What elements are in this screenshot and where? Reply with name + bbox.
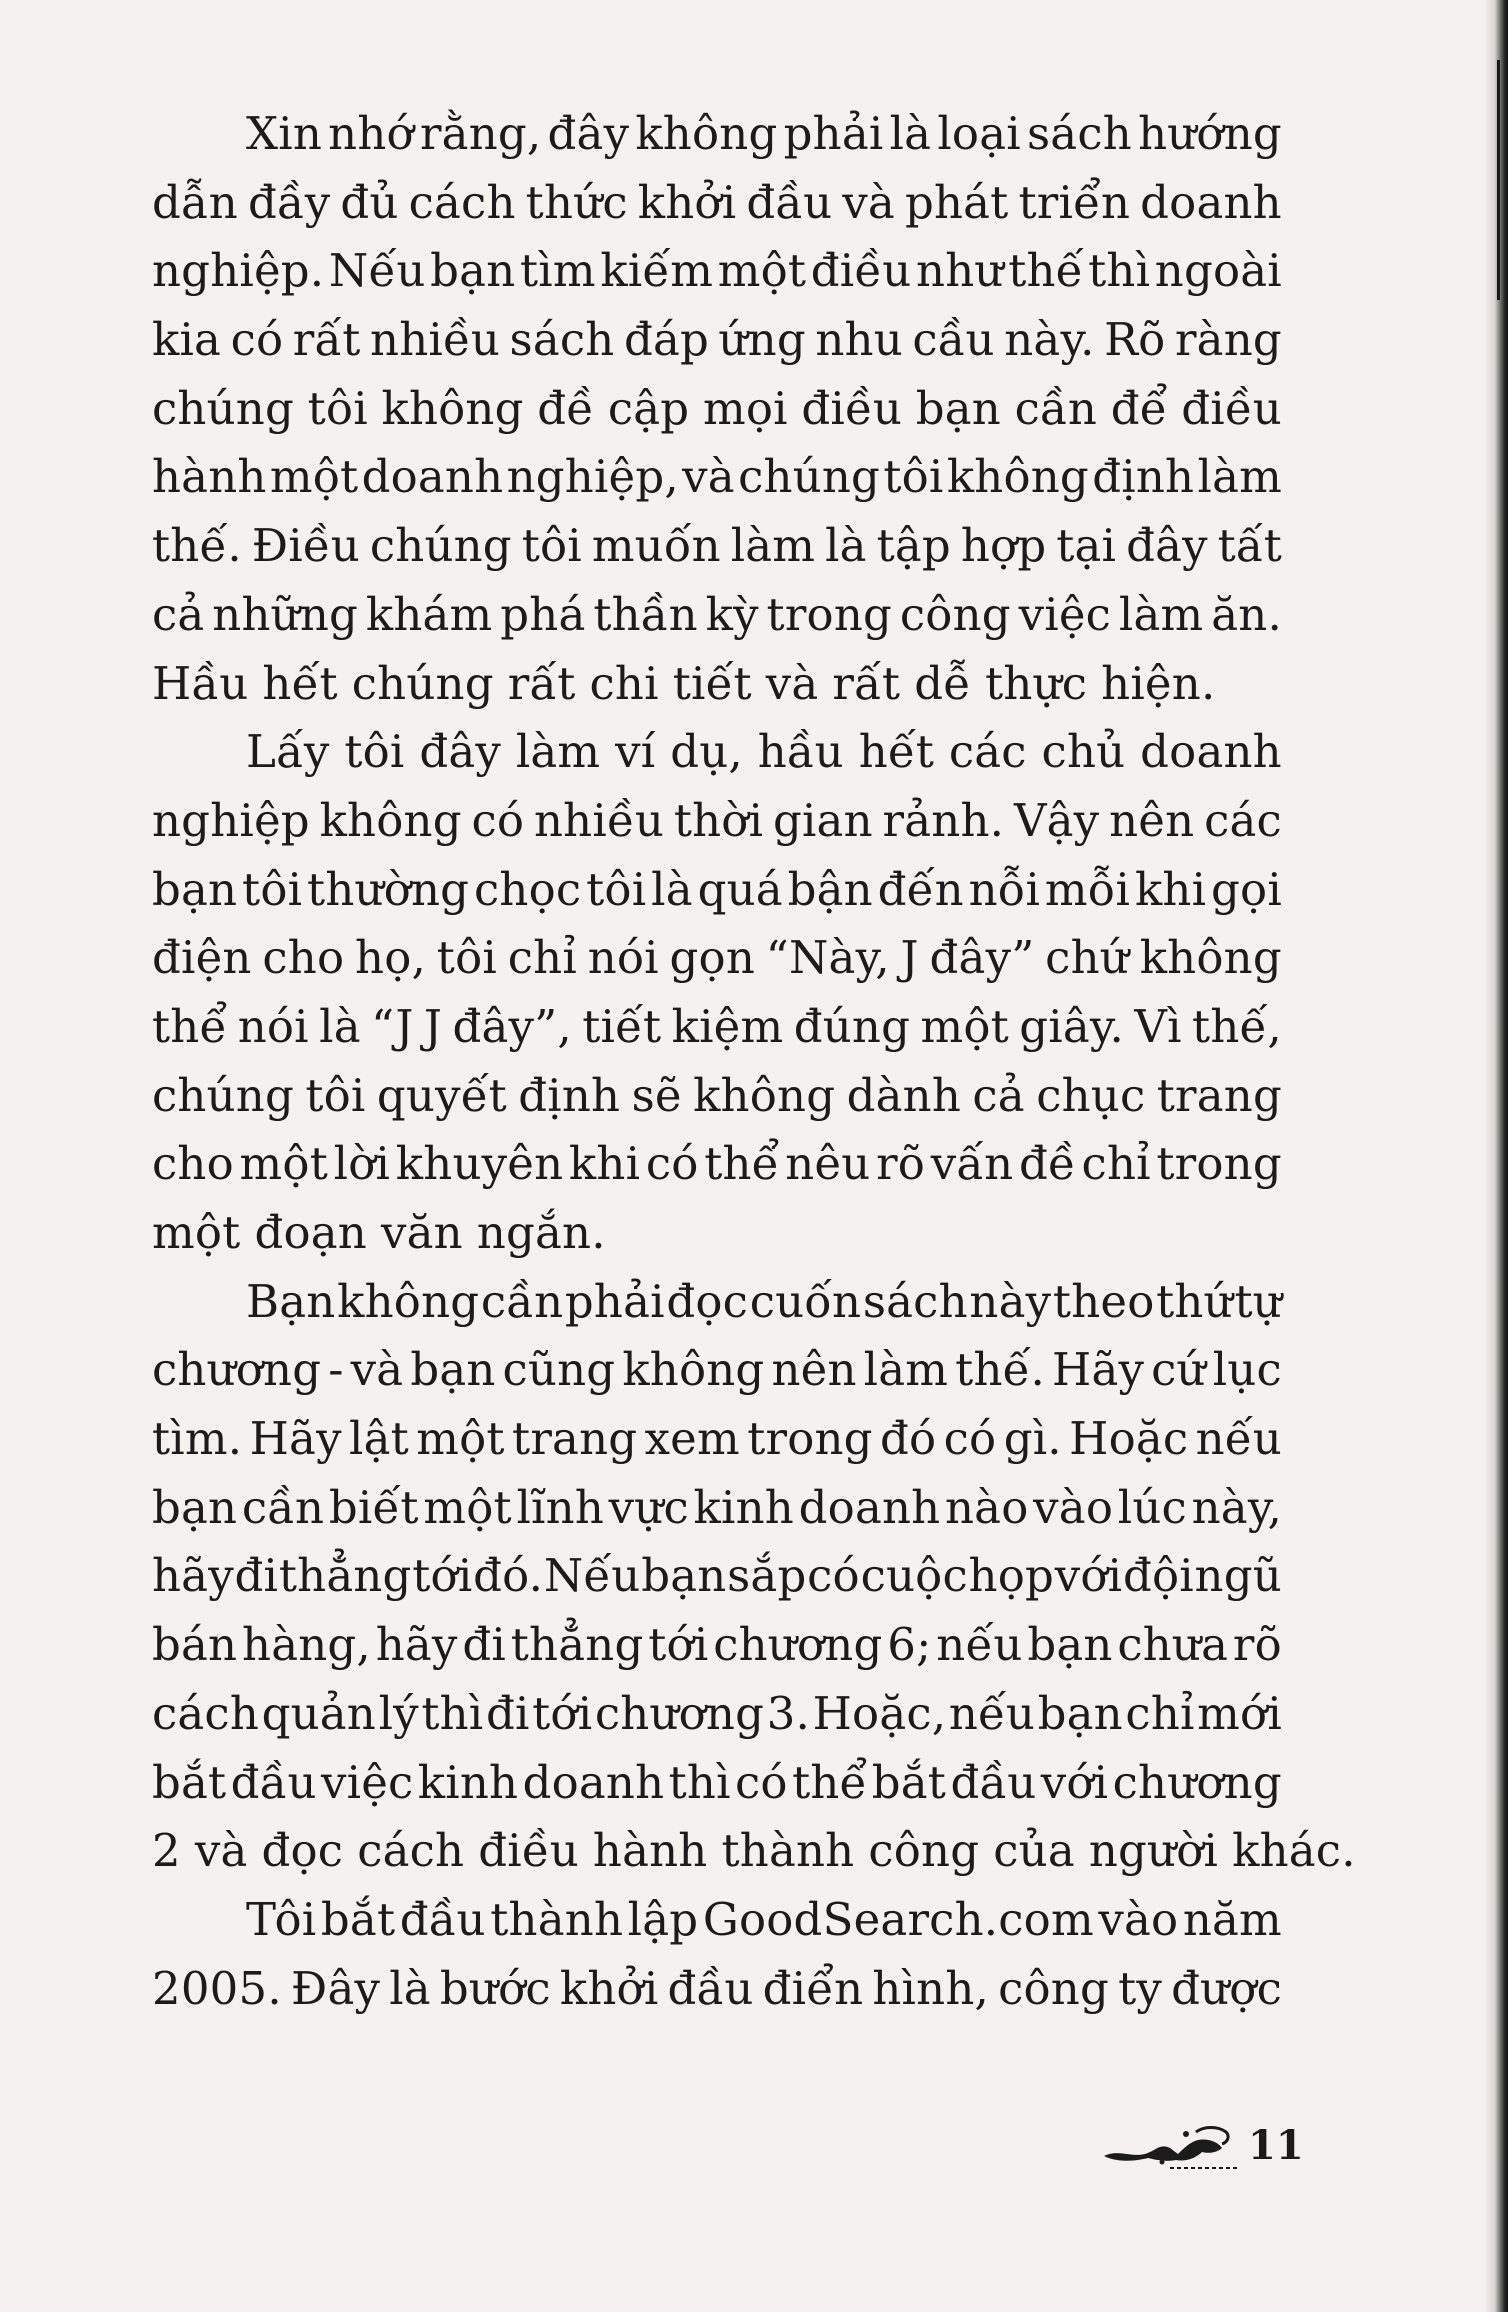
page-number: 11 bbox=[1248, 2122, 1304, 2169]
text-line: tìm. Hãy lật một trang xem trong đó có gì. Hoặc nếu bbox=[152, 1412, 1282, 1466]
body-text bbox=[152, 100, 1356, 2023]
text-line: thế. Điều chúng tôi muốn làm là tập hợp tại đây tất bbox=[152, 519, 1282, 573]
text-line: cách quản lý thì đi tới chương 3. Hoặc, nếu bạn chỉ mới bbox=[152, 1686, 1282, 1740]
text-line: bắt đầu việc kinh doanh thì có thể bắt đầu với chương bbox=[152, 1755, 1282, 1809]
text-line: chúng tôi không đề cập mọi điều bạn cần để điều bbox=[152, 381, 1282, 435]
text-line: 2005. Đây là bước khởi đầu điển hình, công ty được bbox=[152, 1961, 1282, 2015]
text-line: 2 và đọc cách điều hành thành công của người khác. bbox=[152, 1824, 1356, 1878]
page-edge-mark bbox=[1497, 60, 1500, 300]
text-line: Xin nhớ rằng, đây không phải là loại sách hướng bbox=[246, 107, 1282, 160]
text-line: chương - và bạn cũng không nên làm thế. Hãy cứ lục bbox=[152, 1343, 1282, 1397]
text-line: cho một lời khuyên khi có thể nêu rõ vấn đề chỉ trong bbox=[152, 1137, 1282, 1191]
text-line: hành một doanh nghiệp, và chúng tôi không định làm bbox=[152, 450, 1282, 504]
text-line: Hầu hết chúng rất chi tiết và rất dễ thực hiện. bbox=[152, 656, 1216, 710]
text-line: Lấy tôi đây làm ví dụ, hầu hết các chủ doanh bbox=[246, 725, 1282, 779]
text-line: một đoạn văn ngắn. bbox=[152, 1206, 606, 1259]
text-line: nghiệp. Nếu bạn tìm kiếm một điều như thế thì ngoài bbox=[152, 244, 1282, 298]
page-edge-shadow bbox=[1484, 0, 1508, 2312]
text-line: cả những khám phá thần kỳ trong công việc làm ăn. bbox=[152, 587, 1282, 641]
text-line: thể nói là “J J đây”, tiết kiệm đúng một giây. Vì thế, bbox=[152, 999, 1282, 1053]
text-line: chúng tôi quyết định sẽ không dành cả chục trang bbox=[152, 1068, 1282, 1122]
text-line: nghiệp không có nhiều thời gian rảnh. Vậy nên các bbox=[152, 793, 1282, 847]
text-line: bán hàng, hãy đi thẳng tới chương 6; nếu bạn chưa rõ bbox=[152, 1618, 1282, 1672]
text-line: bạn cần biết một lĩnh vực kinh doanh nào vào lúc này, bbox=[152, 1480, 1282, 1534]
page-footer bbox=[1100, 2118, 1304, 2178]
text-line: dẫn đầy đủ cách thức khởi đầu và phát triển doanh bbox=[152, 175, 1282, 229]
text-line: điện cho họ, tôi chỉ nói gọn “Này, J đây” chứ không bbox=[152, 931, 1282, 985]
text-line: Bạn không cần phải đọc cuốn sách này theo thứ tự bbox=[246, 1274, 1282, 1328]
text-line: Tôi bắt đầu thành lập GoodSearch.com vào năm bbox=[246, 1892, 1282, 1946]
decorative-flourish-icon bbox=[1100, 2118, 1250, 2178]
text-line: hãy đi thẳng tới đó. Nếu bạn sắp có cuộc họp với đội ngũ bbox=[152, 1549, 1282, 1603]
text-line: kia có rất nhiều sách đáp ứng nhu cầu này. Rõ ràng bbox=[152, 313, 1282, 367]
text-line: bạn tôi thường chọc tôi là quá bận đến nỗi mỗi khi gọi bbox=[152, 862, 1282, 916]
